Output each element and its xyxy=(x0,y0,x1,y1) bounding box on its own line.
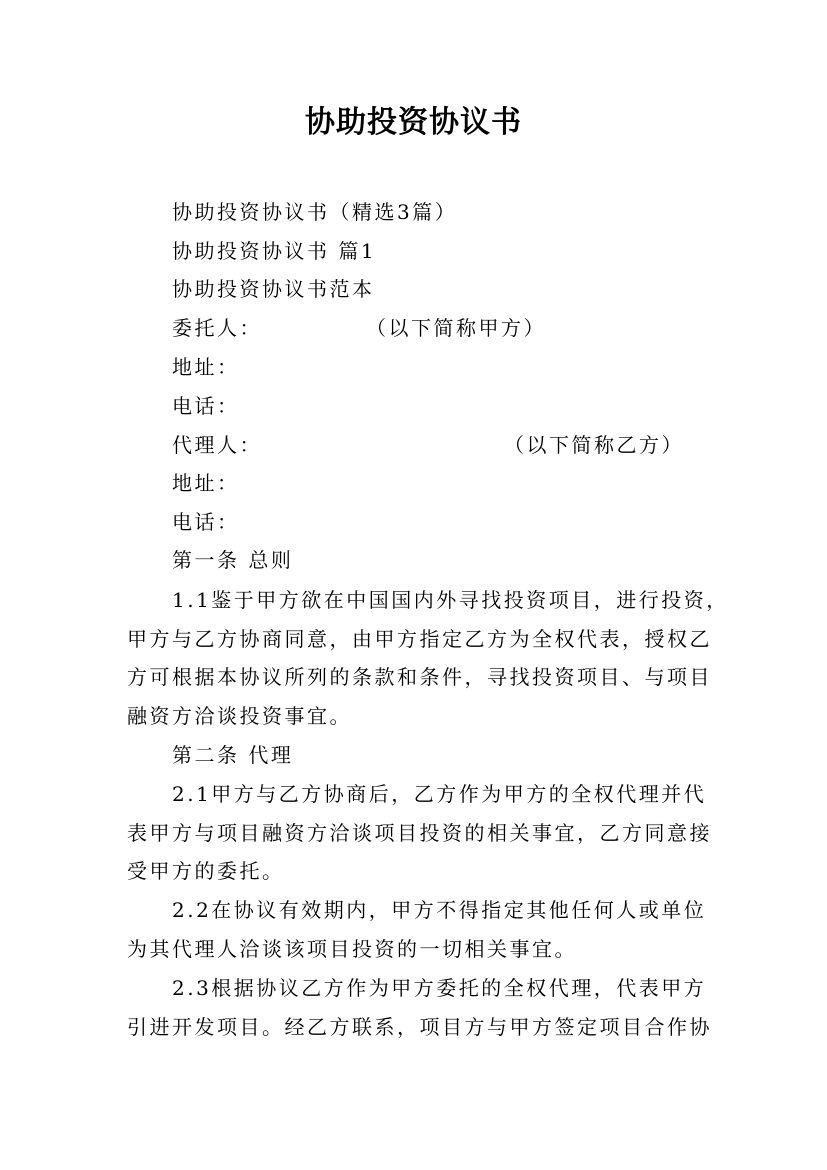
template-heading: 协助投资协议书范本 xyxy=(172,277,375,301)
client-line xyxy=(172,315,772,341)
paragraph-line: 引进开发项目。经乙方联系，项目方与甲方签定项目合作协 xyxy=(127,1015,712,1039)
client-note: （以下简称甲方） xyxy=(366,316,546,340)
article2-heading: 第二条 代理 xyxy=(172,743,294,767)
paragraph-line: 2.3根据协议乙方作为甲方委托的全权代理，代表甲方 xyxy=(172,976,707,1000)
agent-label: 代理人： xyxy=(172,433,262,457)
paragraph-line: 2.1甲方与乙方协商后，乙方作为甲方的全权代理并代 xyxy=(172,782,707,806)
paragraph-line: 表甲方与项目融资方洽谈项目投资的相关事宜，乙方同意接 xyxy=(127,821,712,845)
client-phone-label: 电话： xyxy=(172,394,240,418)
document-title: 协助投资协议书 xyxy=(305,105,522,140)
paragraph-line: 为其代理人洽谈该项目投资的一切相关事宜。 xyxy=(127,937,577,961)
client-address-label: 地址： xyxy=(172,355,240,379)
agent-phone-label: 电话： xyxy=(172,510,240,534)
paragraph-line: 甲方与乙方协商同意，由甲方指定乙方为全权代表，授权乙 xyxy=(127,627,712,651)
paragraph-line: 2.2在协议有效期内，甲方不得指定其他任何人或单位 xyxy=(172,898,707,922)
agent-note: （以下简称乙方） xyxy=(504,433,684,457)
paragraph-line: 融资方洽谈投资事宜。 xyxy=(127,704,352,728)
agent-address-label: 地址： xyxy=(172,471,240,495)
client-label: 委托人： xyxy=(172,316,262,340)
article1-heading: 第一条 总则 xyxy=(172,548,294,572)
paragraph-line: 1.1鉴于甲方欲在中国国内外寻找投资项目，进行投资， xyxy=(172,588,729,612)
subtitle-line: 协助投资协议书（精选3篇） xyxy=(172,200,458,224)
paragraph-line: 受甲方的委托。 xyxy=(127,859,285,883)
paragraph-line: 方可根据本协议所列的条款和条件，寻找投资项目、与项目 xyxy=(127,665,712,689)
agent-line xyxy=(172,432,772,458)
part-heading: 协助投资协议书 篇1 xyxy=(172,239,377,263)
